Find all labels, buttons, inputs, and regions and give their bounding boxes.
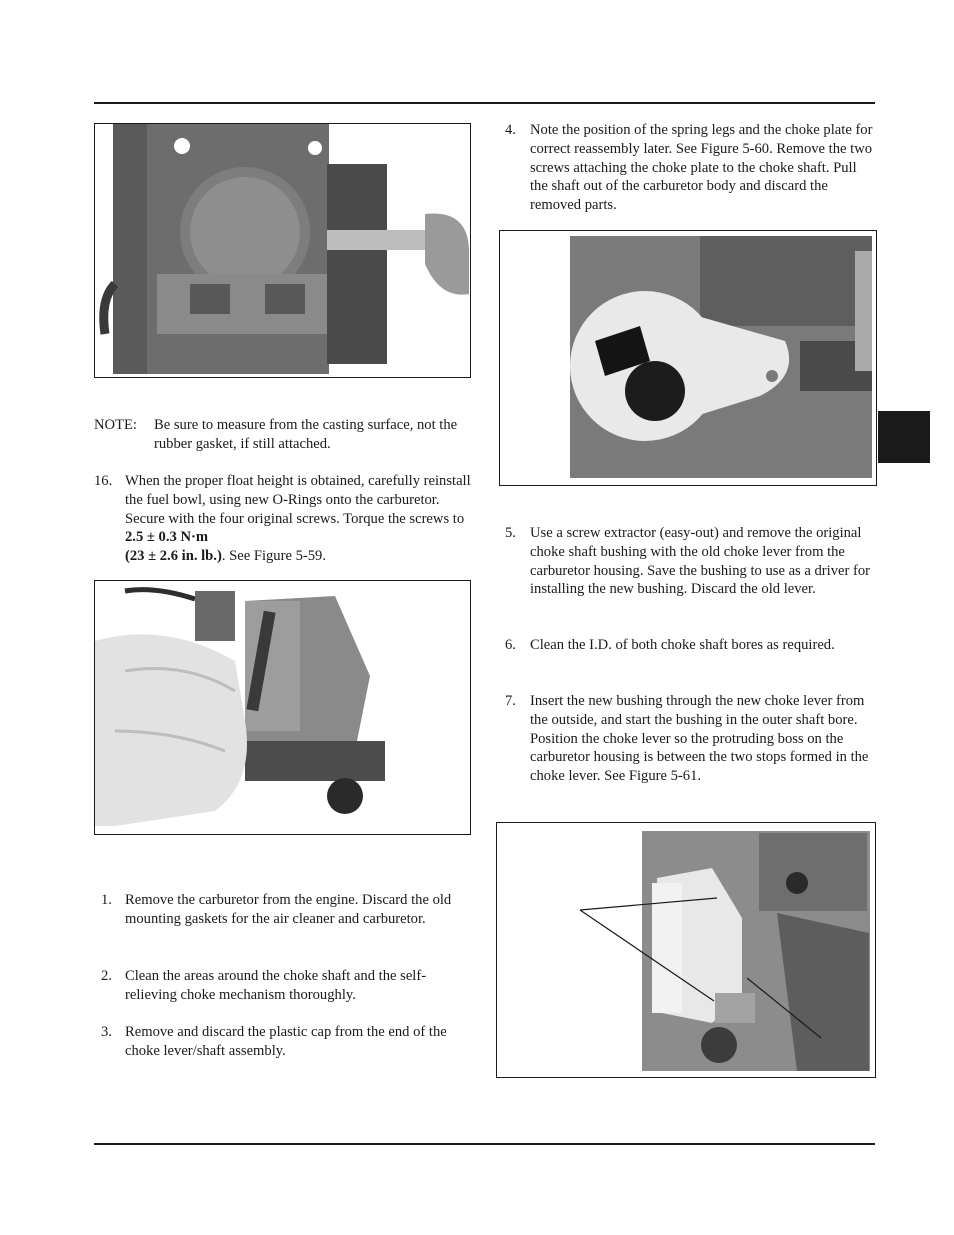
step-text: Remove and discard the plastic cap from the end of the choke lever/shaft assembly.	[125, 1024, 447, 1059]
step-text: When the proper float height is obtained, carefully reinstall the fuel bowl, using new O-Rings onto the carburetor. Secure with the four original screws. Torque the screws to 2.5 ± 0.3 N·m (23 ± 2.6 in. lb.). See Figure 5-59.	[125, 473, 471, 565]
step-number: 5.	[505, 525, 516, 541]
header-rule	[94, 102, 875, 104]
figure-choke-plate-photo	[499, 230, 877, 486]
note-label: NOTE:	[94, 417, 137, 433]
step-number: 3.	[101, 1024, 112, 1040]
step-text: Insert the new bushing through the new choke lever from the outside, and start the bushing in the outer shaft bore. Position the choke lever so the protruding boss on the carburetor housing is between the two stops formed in the choke lever. See Figure 5-61.	[530, 693, 869, 785]
step-text: Clean the areas around the choke shaft and the self-relieving choke mechanism thoroughly.	[125, 968, 427, 1003]
step-number: 16.	[94, 473, 113, 489]
torque-nm: 2.5 ± 0.3 N·m	[125, 529, 209, 546]
step-number: 1.	[101, 892, 112, 908]
step-text: Use a screw extractor (easy-out) and remove the original choke shaft bushing with the old choke lever from the carburetor housing. Save the bushing to use as a driver for installing the new bushing. Discard the old lever.	[530, 525, 871, 598]
step-text: Clean the I.D. of both choke shaft bores as required.	[530, 637, 835, 653]
choke-lever-bushing-photo	[497, 823, 874, 1076]
carburetor-measure-photo	[95, 124, 469, 376]
choke-plate-photo	[500, 231, 875, 484]
footer-rule	[94, 1143, 875, 1145]
step-text: Remove the carburetor from the engine. Discard the old mounting gaskets for the air cleaner and carburetor.	[125, 892, 452, 927]
section-tab	[878, 411, 930, 463]
reinstall-fuel-bowl-photo	[95, 581, 469, 833]
step-number: 2.	[101, 968, 112, 984]
torque-inlb: (23 ± 2.6 in. lb.)	[125, 548, 222, 565]
figure-choke-lever-photo	[496, 822, 876, 1078]
figure-float-height-photo	[94, 123, 471, 378]
note-text: Be sure to measure from the casting surface, not the rubber gasket, if still attached.	[154, 417, 458, 452]
step-number: 4.	[505, 122, 516, 138]
step-number: 6.	[505, 637, 516, 653]
step-number: 7.	[505, 693, 516, 709]
figure-fuel-bowl-photo	[94, 580, 471, 835]
step-text: Note the position of the spring legs and the choke plate for correct reassembly later. See Figure 5-60. Remove the two screws attaching the choke plate to the choke shaft. Pull the shaft out of the carburetor body and discard the removed parts.	[530, 122, 873, 214]
